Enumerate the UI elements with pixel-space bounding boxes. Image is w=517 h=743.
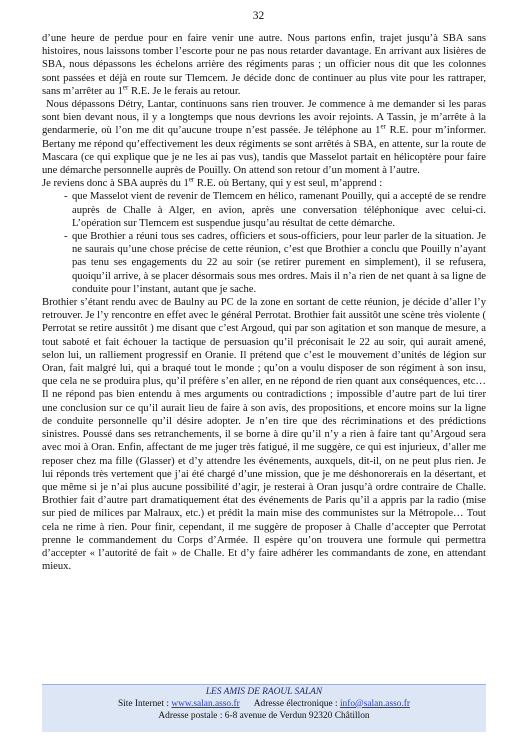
page-number: 32 xyxy=(252,10,265,22)
footer-contact-line: Site Internet : www.salan.asso.fr Adresse électronique : info@salan.asso.fr xyxy=(117,698,411,709)
email-link[interactable]: info@salan.asso.fr xyxy=(339,698,411,709)
paragraph-long: Brothier s’étant rendu avec de Baulny au PC de la zone en sortant de cette réunion, je décide d’aller l’y retrouver. Je l’y rencontre en effet avec le général Perrotat. Brothier fait aussitôt une scène très violente ( Perrotat se retire aussitôt ) me disant que c’est Argoud, qui par son agitation et son manque de mesure, a tout saboté et fait échouer la tactique de persuasion qu’il préconisait le 22 au soir, qui aurait amené, selon lui, un ralliement progressif en Oranie. Il prétend que c’est le mouvement d’unités de légion sur Oran, fait malgré lui, qui a braqué tout le monde ; qu’on a voulu disposer de son régiment à son insu, que cela ne se produira plus, qu’il préfère s’en aller, en ne répond de rien quant aux conséquences, etc… Il ne répond pas bien entendu à mes arguments ou contradictions ; impossible d’autre part de lui tirer une conclusion sur ce qu’il aurait lieu de faire à son avis, des propositions, et encore moins sur la ligne de conduite personnelle qu’il désire adopter. Je n’en tire que des récriminations et des prédictions sinistres. Poussé dans ses retranchements, il se borne à dire qu’il n’y a rien à faire tant qu’Argoud sera avec moi à Oran. Enfin, affectant de me juger très fatigué, il me suggère, ce qui est injurieux, d’aller me reposer chez ma fille (Glasser) et d’y attendre les événements, auxquels, dit-il, on ne peut plus rien. Je lui réponds très vertement que j’ai été chargé d’une mission, que je me déshonorerais en la désertant, et que même si je n’ai plus aucune possibilité d’agir, je resterai à Oran jusqu’à ordre contraire de Challe. Brothier fait d’autre part dramatiquement état des événements de Paris qu’il a appris par la radio (mise sur pied de milices par Malraux, etc.) et prédit la main mise des communistes sur la Métropole… Tout cela ne rime à rien. Pour finir, cependant, il me suggère de proposer à Challe d’accepter que Perrotat prenne le commandement du Corps d’Armée. Il espère qu’on trouvera une formule qui permettra d’accepter « l’autorité de fait » de Challe. Et d’y faire adhérer les commandants de zone, en attendant mieux. xyxy=(42,297,486,573)
list-item xyxy=(42,190,486,230)
paragraph-1: d’une heure de perdue pour en faire venir une autre. Nous partons enfin, trajet jusqu’à SBA sans histoires, nous laissons tomber l’escorte pour ne pas nous retarder davantage. En arrivant aux lisières de SBA, nous dépassons les échelons arrière des régiments paras ; un officier nous dit que les colonnes sont passées et déjà en route sur Tlemcem. Je décide donc de continuer au plus vite pour les rattraper, sans m’arrêter au 1er R.E. Je le ferais au retour. xyxy=(42,33,486,97)
website-link[interactable]: www.salan.asso.fr xyxy=(171,698,240,709)
footer-org-name: LES AMIS DE RAOUL SALAN xyxy=(205,687,323,697)
list-item xyxy=(42,230,486,296)
list-dash: - xyxy=(64,231,68,243)
list-item-text: que Masselot vient de revenir de Tlemcem en hélico, ramenant Pouilly, qui a accepté de se rendre auprès de Challe à Alger, en avion, après une conversation téléphonique avec celui-ci. L’opération sur Tlemcem est suspendue jusqu’au résultat de cette démarche. xyxy=(72,191,486,229)
list-dash: - xyxy=(64,191,68,203)
footer-address: Adresse postale : 6-8 avenue de Verdun 92320 Châtillon xyxy=(158,710,370,721)
paragraph-2: Nous dépassons Détry, Lantar, continuons sans rien trouver. Je commence à me demander si les paras sont bien devant nous, il y a longtemps que nous devrions les avoir rejoints. A Tassin, je m’arrête à la gendarmerie, où l’on me dit qu’aucune troupe n’est passée. Je téléphone au 1er R.E. pour m’informer. Bertany me répond qu’effectivement les deux régiments se sont arrêtés à SBA, en attente, sur la route de Mascara (ce qui explique que je ne les ai pas vus), tandis que Masselot partait en hélicoptère pour faire une démarche personnelle auprès de Pouilly. On attend son retour d’un moment à l’autre. xyxy=(42,99,486,177)
page-body xyxy=(42,32,486,573)
list-item-text: que Brothier a réuni tous ses cadres, officiers et sous-officiers, pour leur parler de la situation. Je ne saurais qu’une chose précise de cette réunion, c’est que Brothier a conclu que Pouilly n’ayant pas tenu ses engagements du 22 au soir (se retirer purement en simplement), il se refusera, quoiqu’il arrive, à se placer désormais sous mes ordres. Mais il n’a rien de net quant à sa ligne de conduite pour l’instant, autant que je sache. xyxy=(72,231,486,295)
page-footer xyxy=(42,684,486,732)
paragraph-3: Je reviens donc à SBA auprès du 1er R.E. où Bertany, qui y est seul, m’apprend : xyxy=(42,175,383,190)
